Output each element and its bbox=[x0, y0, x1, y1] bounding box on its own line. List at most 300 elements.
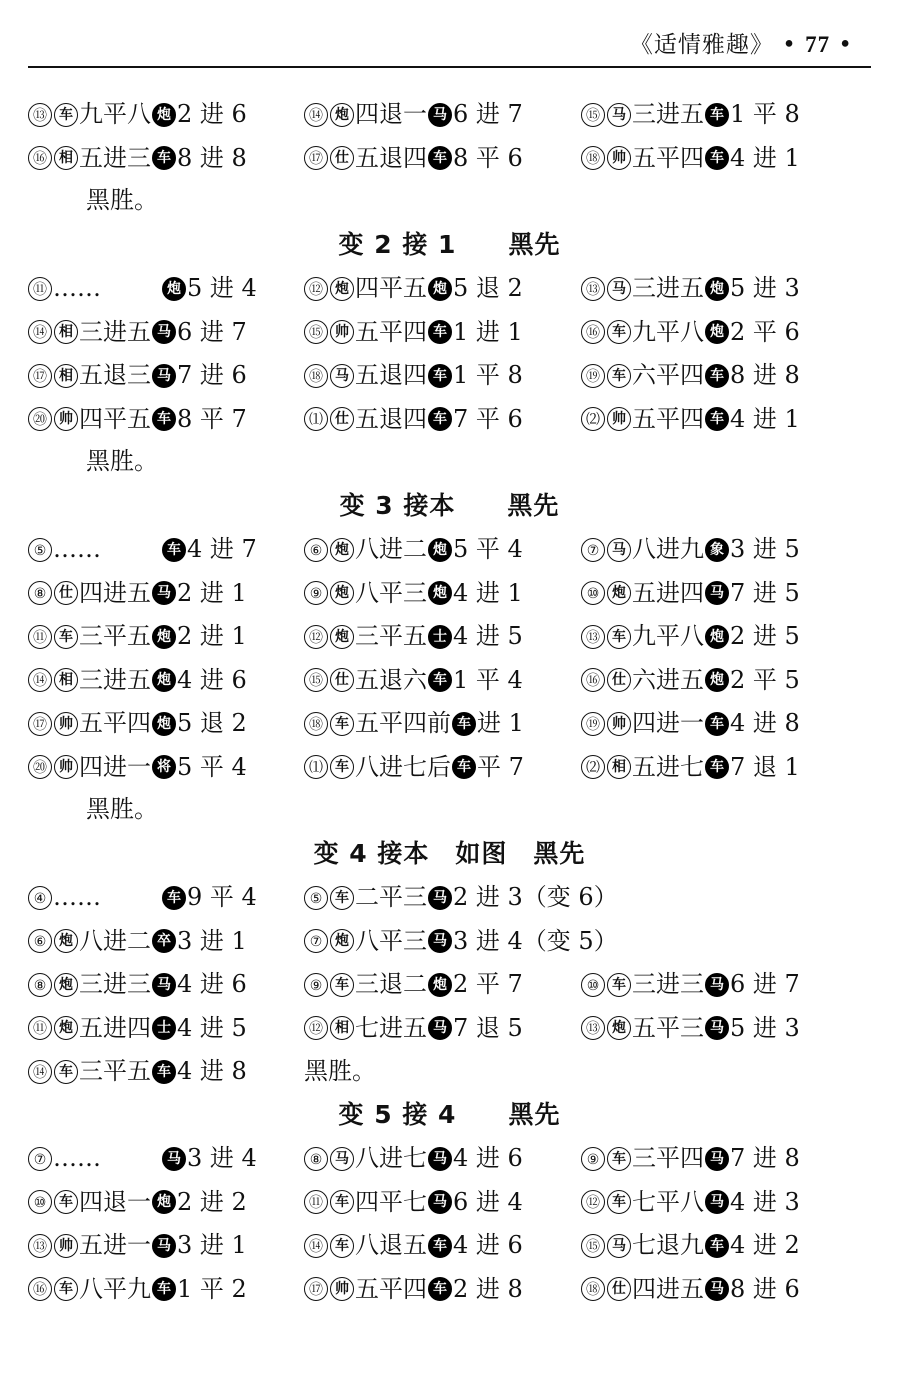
move-cell bbox=[581, 1136, 800, 1180]
black-piece-icon: 车 bbox=[428, 1234, 452, 1258]
move-row bbox=[28, 962, 871, 1006]
move-text: 5 退 2 bbox=[177, 708, 247, 737]
move-cell bbox=[304, 92, 523, 136]
move-text: 五退四 bbox=[355, 360, 427, 389]
move-number-icon: ⑰ bbox=[304, 1277, 328, 1301]
move-text: 4 进 8 bbox=[730, 708, 800, 737]
move-text: 7 进 6 bbox=[177, 360, 247, 389]
move-number-icon: ⑩ bbox=[581, 973, 605, 997]
move-number-icon: ⑫ bbox=[304, 1016, 328, 1040]
move-number-icon: ⑰ bbox=[304, 146, 328, 170]
move-number-icon: ⑱ bbox=[581, 1277, 605, 1301]
move-cell bbox=[581, 1006, 800, 1050]
black-piece-icon: 卒 bbox=[152, 929, 176, 953]
move-number-icon: ⑤ bbox=[304, 886, 328, 910]
red-piece-icon: 马 bbox=[607, 103, 631, 127]
move-text: 1 平 8 bbox=[453, 360, 523, 389]
black-piece-icon: 马 bbox=[428, 1016, 452, 1040]
red-piece-icon: 仕 bbox=[607, 1277, 631, 1301]
black-piece-icon: 士 bbox=[428, 625, 452, 649]
move-cell bbox=[304, 310, 523, 354]
move-text: 4 进 6 bbox=[453, 1143, 523, 1172]
move-row bbox=[28, 1180, 871, 1224]
move-text: 8 进 8 bbox=[730, 360, 800, 389]
move-text: 七平八 bbox=[632, 1187, 704, 1216]
result-text: 黑胜。 bbox=[86, 186, 158, 214]
move-number-icon: ⑯ bbox=[28, 1277, 52, 1301]
move-cell bbox=[304, 614, 523, 658]
move-cell bbox=[581, 353, 800, 397]
move-cell bbox=[304, 919, 618, 963]
move-cell bbox=[28, 1267, 247, 1311]
black-piece-icon: 马 bbox=[705, 1016, 729, 1040]
move-text: 七进五 bbox=[355, 1013, 427, 1042]
move-text: 5 进 4 bbox=[187, 273, 257, 302]
move-text: 三平五 bbox=[79, 1056, 151, 1085]
black-piece-icon: 炮 bbox=[428, 538, 452, 562]
move-text: 三平五 bbox=[79, 621, 151, 650]
move-text: 五进四 bbox=[632, 578, 704, 607]
section-heading bbox=[28, 223, 871, 267]
result-text: 黑胜。 bbox=[304, 1056, 376, 1085]
move-text: 5 进 3 bbox=[730, 273, 800, 302]
move-number-icon: ⑮ bbox=[304, 668, 328, 692]
move-cell bbox=[28, 1223, 247, 1267]
move-cell bbox=[581, 745, 800, 789]
move-text: 四退一 bbox=[355, 99, 427, 128]
bullet-separator: • bbox=[838, 32, 853, 58]
red-piece-icon: 车 bbox=[607, 320, 631, 344]
move-number-icon: ⑱ bbox=[304, 364, 328, 388]
move-text: 八进九 bbox=[632, 534, 704, 563]
red-piece-icon: 马 bbox=[607, 538, 631, 562]
move-cell bbox=[304, 1049, 376, 1093]
move-text: 3 进 1 bbox=[177, 926, 247, 955]
move-text: 五平四前 bbox=[355, 708, 451, 737]
move-text: 八平三 bbox=[355, 578, 427, 607]
move-text: 4 进 1 bbox=[730, 404, 800, 433]
red-piece-icon: 炮 bbox=[54, 929, 78, 953]
move-cell bbox=[581, 397, 800, 441]
move-text: …… bbox=[53, 273, 101, 302]
move-row bbox=[28, 614, 871, 658]
move-text: 1 平 2 bbox=[177, 1274, 247, 1303]
move-row bbox=[28, 527, 871, 571]
black-piece-icon: 车 bbox=[705, 712, 729, 736]
move-cell bbox=[304, 1223, 523, 1267]
move-cell bbox=[581, 1180, 800, 1224]
red-piece-icon: 仕 bbox=[330, 407, 354, 431]
move-cell bbox=[28, 1006, 247, 1050]
move-text: 7 退 1 bbox=[730, 752, 800, 781]
move-text: 五平四 bbox=[355, 317, 427, 346]
black-piece-icon: 车 bbox=[705, 407, 729, 431]
black-piece-icon: 马 bbox=[152, 320, 176, 344]
move-number-icon: ⑦ bbox=[28, 1147, 52, 1171]
black-piece-icon: 马 bbox=[152, 364, 176, 388]
red-piece-icon: 炮 bbox=[330, 538, 354, 562]
red-piece-icon: 车 bbox=[607, 625, 631, 649]
move-number-icon: ⑱ bbox=[304, 712, 328, 736]
move-text: 五平四 bbox=[79, 708, 151, 737]
red-piece-icon: 帅 bbox=[330, 320, 354, 344]
red-piece-icon: 车 bbox=[607, 1190, 631, 1214]
black-piece-icon: 士 bbox=[152, 1016, 176, 1040]
move-number-icon: ⑯ bbox=[28, 146, 52, 170]
black-piece-icon: 车 bbox=[428, 320, 452, 344]
move-cell bbox=[581, 92, 800, 136]
move-cell bbox=[28, 745, 247, 789]
black-piece-icon: 炮 bbox=[152, 1190, 176, 1214]
move-cell bbox=[28, 136, 247, 180]
black-piece-icon: 车 bbox=[162, 886, 186, 910]
move-row bbox=[28, 788, 871, 832]
move-text: 4 进 6 bbox=[453, 1230, 523, 1259]
move-number-icon: ⑨ bbox=[304, 581, 328, 605]
move-cell bbox=[581, 701, 800, 745]
move-cell bbox=[304, 1136, 523, 1180]
move-number-icon: ⑰ bbox=[28, 712, 52, 736]
move-text: 3 进 1 bbox=[177, 1230, 247, 1259]
move-text: 三进三 bbox=[79, 969, 151, 998]
move-text: 2 平 7 bbox=[453, 969, 523, 998]
move-number-icon: ⑬ bbox=[28, 1234, 52, 1258]
black-piece-icon: 车 bbox=[705, 1234, 729, 1258]
move-text: 四平七 bbox=[355, 1187, 427, 1216]
red-piece-icon: 帅 bbox=[54, 712, 78, 736]
move-cell bbox=[28, 614, 247, 658]
move-text: 4 进 5 bbox=[453, 621, 523, 650]
move-text: 五退六 bbox=[355, 665, 427, 694]
black-piece-icon: 车 bbox=[705, 755, 729, 779]
move-text: …… bbox=[53, 534, 101, 563]
move-cell bbox=[28, 701, 247, 745]
black-piece-icon: 将 bbox=[152, 755, 176, 779]
move-text: 五退三 bbox=[79, 360, 151, 389]
red-piece-icon: 车 bbox=[54, 1060, 78, 1084]
red-piece-icon: 马 bbox=[330, 1147, 354, 1171]
move-number-icon: ⑥ bbox=[304, 538, 328, 562]
move-text: 5 平 4 bbox=[177, 752, 247, 781]
move-cell bbox=[304, 571, 523, 615]
result-text: 黑胜。 bbox=[86, 795, 158, 823]
black-piece-icon: 马 bbox=[705, 1190, 729, 1214]
game-record bbox=[28, 92, 871, 1310]
black-piece-icon: 车 bbox=[428, 146, 452, 170]
move-number-icon: ⑦ bbox=[304, 929, 328, 953]
move-text: 5 进 3 bbox=[730, 1013, 800, 1042]
move-number-icon: ⑬ bbox=[581, 1016, 605, 1040]
red-piece-icon: 车 bbox=[330, 712, 354, 736]
move-text: 3 进 4（变 5） bbox=[453, 926, 618, 955]
move-cell bbox=[28, 397, 247, 441]
move-cell bbox=[28, 962, 247, 1006]
black-piece-icon: 车 bbox=[152, 146, 176, 170]
move-cell bbox=[581, 1267, 800, 1311]
move-number-icon: ⑱ bbox=[581, 146, 605, 170]
red-piece-icon: 炮 bbox=[54, 973, 78, 997]
move-text: 三退二 bbox=[355, 969, 427, 998]
black-piece-icon: 车 bbox=[152, 1060, 176, 1084]
move-text: 7 平 6 bbox=[453, 404, 523, 433]
move-cell bbox=[28, 658, 247, 702]
move-text: 三进五 bbox=[79, 317, 151, 346]
red-piece-icon: 仕 bbox=[330, 668, 354, 692]
red-piece-icon: 马 bbox=[607, 1234, 631, 1258]
move-number-icon: ⑵ bbox=[581, 407, 605, 431]
black-piece-icon: 马 bbox=[705, 973, 729, 997]
move-text: 4 进 8 bbox=[177, 1056, 247, 1085]
move-text: 五进一 bbox=[79, 1230, 151, 1259]
red-piece-icon: 车 bbox=[330, 755, 354, 779]
section-heading-text: 变 4 接本 如图 黑先 bbox=[313, 838, 586, 868]
move-row bbox=[28, 1049, 871, 1093]
black-piece-icon: 车 bbox=[452, 755, 476, 779]
move-text: 2 进 8 bbox=[453, 1274, 523, 1303]
move-row bbox=[28, 353, 871, 397]
result-text: 黑胜。 bbox=[86, 447, 158, 475]
move-cell bbox=[304, 353, 523, 397]
move-text: 2 进 2 bbox=[177, 1187, 247, 1216]
move-number-icon: ⑫ bbox=[304, 625, 328, 649]
move-text: 五平四 bbox=[355, 1274, 427, 1303]
black-piece-icon: 马 bbox=[705, 1277, 729, 1301]
move-number-icon: ⑮ bbox=[304, 320, 328, 344]
move-text: 三进五 bbox=[632, 99, 704, 128]
red-piece-icon: 车 bbox=[330, 886, 354, 910]
move-text: 1 平 8 bbox=[730, 99, 800, 128]
red-piece-icon: 车 bbox=[54, 103, 78, 127]
move-text: 四进一 bbox=[632, 708, 704, 737]
section-heading bbox=[28, 1093, 871, 1137]
move-cell bbox=[304, 658, 523, 702]
move-number-icon: ⑪ bbox=[28, 625, 52, 649]
move-text: 九平八 bbox=[632, 621, 704, 650]
move-text: 二平三 bbox=[355, 882, 427, 911]
move-cell bbox=[581, 310, 800, 354]
move-number-icon: ⑴ bbox=[304, 407, 328, 431]
move-cell bbox=[28, 310, 247, 354]
move-number-icon: ⑯ bbox=[581, 668, 605, 692]
move-cell bbox=[304, 1267, 523, 1311]
black-piece-icon: 车 bbox=[152, 407, 176, 431]
move-cell bbox=[28, 875, 257, 919]
red-piece-icon: 马 bbox=[330, 364, 354, 388]
move-text: 2 进 6 bbox=[177, 99, 247, 128]
move-row bbox=[28, 136, 871, 180]
move-cell bbox=[28, 919, 247, 963]
move-number-icon: ⑵ bbox=[581, 755, 605, 779]
move-cell bbox=[581, 1223, 800, 1267]
black-piece-icon: 车 bbox=[162, 538, 186, 562]
red-piece-icon: 炮 bbox=[607, 581, 631, 605]
move-text: 5 平 4 bbox=[453, 534, 523, 563]
red-piece-icon: 相 bbox=[330, 1016, 354, 1040]
black-piece-icon: 炮 bbox=[152, 625, 176, 649]
move-cell bbox=[304, 962, 523, 1006]
move-text: 四退一 bbox=[79, 1187, 151, 1216]
move-cell bbox=[28, 266, 257, 310]
move-text: 6 进 7 bbox=[177, 317, 247, 346]
move-text: 1 进 1 bbox=[453, 317, 523, 346]
move-text: 4 进 7 bbox=[187, 534, 257, 563]
move-text: 8 进 8 bbox=[177, 143, 247, 172]
move-row bbox=[28, 266, 871, 310]
move-row bbox=[28, 397, 871, 441]
move-cell bbox=[304, 1180, 523, 1224]
move-text: 六进五 bbox=[632, 665, 704, 694]
move-number-icon: ⑥ bbox=[28, 929, 52, 953]
move-number-icon: ⑭ bbox=[304, 103, 328, 127]
move-text: 2 进 1 bbox=[177, 621, 247, 650]
move-text: 五平四 bbox=[632, 404, 704, 433]
black-piece-icon: 炮 bbox=[705, 625, 729, 649]
red-piece-icon: 车 bbox=[607, 1147, 631, 1171]
move-number-icon: ⑧ bbox=[28, 581, 52, 605]
move-text: 2 平 6 bbox=[730, 317, 800, 346]
move-text: 五进七 bbox=[632, 752, 704, 781]
move-text: 七退九 bbox=[632, 1230, 704, 1259]
move-number-icon: ⑦ bbox=[581, 538, 605, 562]
black-piece-icon: 象 bbox=[705, 538, 729, 562]
move-number-icon: ⑩ bbox=[28, 1190, 52, 1214]
red-piece-icon: 相 bbox=[54, 668, 78, 692]
move-cell bbox=[581, 614, 800, 658]
red-piece-icon: 帅 bbox=[54, 407, 78, 431]
move-text: 进 1 bbox=[477, 708, 524, 737]
move-row bbox=[28, 919, 871, 963]
move-cell bbox=[28, 1136, 257, 1180]
move-number-icon: ⑫ bbox=[304, 277, 328, 301]
move-text: 四平五 bbox=[79, 404, 151, 433]
move-text: 五进四 bbox=[79, 1013, 151, 1042]
move-row bbox=[28, 701, 871, 745]
move-text: 4 进 5 bbox=[177, 1013, 247, 1042]
move-text: 八退五 bbox=[355, 1230, 427, 1259]
red-piece-icon: 仕 bbox=[607, 668, 631, 692]
move-number-icon: ⑩ bbox=[581, 581, 605, 605]
move-text: 1 平 4 bbox=[453, 665, 523, 694]
red-piece-icon: 帅 bbox=[54, 755, 78, 779]
move-cell bbox=[304, 701, 524, 745]
black-piece-icon: 车 bbox=[428, 364, 452, 388]
move-text: 五平三 bbox=[632, 1013, 704, 1042]
move-text: 九平八 bbox=[79, 99, 151, 128]
move-number-icon: ⑳ bbox=[28, 755, 52, 779]
red-piece-icon: 相 bbox=[54, 320, 78, 344]
move-row bbox=[28, 440, 871, 484]
move-text: 四进五 bbox=[79, 578, 151, 607]
move-text: 4 进 1 bbox=[453, 578, 523, 607]
move-cell bbox=[581, 266, 800, 310]
move-text: 2 进 3（变 6） bbox=[453, 882, 618, 911]
black-piece-icon: 车 bbox=[452, 712, 476, 736]
red-piece-icon: 车 bbox=[607, 364, 631, 388]
move-text: 9 平 4 bbox=[187, 882, 257, 911]
book-title: 《适情雅趣》 bbox=[629, 32, 774, 58]
bullet-separator: • bbox=[782, 32, 806, 58]
black-piece-icon: 车 bbox=[705, 364, 729, 388]
move-text: 7 进 8 bbox=[730, 1143, 800, 1172]
move-text: 4 进 6 bbox=[177, 969, 247, 998]
move-cell bbox=[304, 875, 618, 919]
move-number-icon: ⑮ bbox=[581, 103, 605, 127]
move-text: 3 进 4 bbox=[187, 1143, 257, 1172]
move-number-icon: ⑧ bbox=[28, 973, 52, 997]
move-text: 4 进 6 bbox=[177, 665, 247, 694]
move-number-icon: ⑭ bbox=[304, 1234, 328, 1258]
red-piece-icon: 车 bbox=[330, 973, 354, 997]
move-text: 3 进 5 bbox=[730, 534, 800, 563]
black-piece-icon: 马 bbox=[428, 1190, 452, 1214]
move-text: 五进三 bbox=[79, 143, 151, 172]
move-number-icon: ④ bbox=[28, 886, 52, 910]
black-piece-icon: 炮 bbox=[152, 668, 176, 692]
red-piece-icon: 马 bbox=[607, 277, 631, 301]
move-number-icon: ⑬ bbox=[581, 277, 605, 301]
move-text: 四进五 bbox=[632, 1274, 704, 1303]
move-text: 平 7 bbox=[477, 752, 524, 781]
move-cell bbox=[304, 745, 524, 789]
move-cell bbox=[28, 571, 247, 615]
move-text: …… bbox=[53, 882, 101, 911]
black-piece-icon: 车 bbox=[152, 1277, 176, 1301]
move-text: 八进二 bbox=[355, 534, 427, 563]
move-row bbox=[28, 179, 871, 223]
move-number-icon: ⑭ bbox=[28, 668, 52, 692]
red-piece-icon: 车 bbox=[330, 1234, 354, 1258]
move-cell bbox=[28, 527, 257, 571]
move-number-icon: ⑨ bbox=[581, 1147, 605, 1171]
move-row bbox=[28, 658, 871, 702]
move-text: 八平九 bbox=[79, 1274, 151, 1303]
move-text: …… bbox=[53, 1143, 101, 1172]
black-piece-icon: 马 bbox=[428, 886, 452, 910]
move-text: 三进五 bbox=[79, 665, 151, 694]
move-cell bbox=[304, 397, 523, 441]
move-number-icon: ⑬ bbox=[28, 103, 52, 127]
section-heading bbox=[28, 484, 871, 528]
move-cell bbox=[28, 1049, 247, 1093]
black-piece-icon: 车 bbox=[705, 103, 729, 127]
move-text: 三平五 bbox=[355, 621, 427, 650]
move-cell bbox=[581, 571, 800, 615]
move-row bbox=[28, 1267, 871, 1311]
move-row bbox=[28, 1006, 871, 1050]
black-piece-icon: 马 bbox=[428, 1147, 452, 1171]
red-piece-icon: 帅 bbox=[330, 1277, 354, 1301]
move-text: 八进七 bbox=[355, 1143, 427, 1172]
black-piece-icon: 马 bbox=[705, 581, 729, 605]
red-piece-icon: 车 bbox=[330, 1190, 354, 1214]
page-header bbox=[28, 18, 871, 68]
red-piece-icon: 帅 bbox=[607, 712, 631, 736]
move-text: 三进五 bbox=[632, 273, 704, 302]
move-text: 8 平 7 bbox=[177, 404, 247, 433]
move-text: 三平四 bbox=[632, 1143, 704, 1172]
red-piece-icon: 仕 bbox=[330, 146, 354, 170]
move-number-icon: ⑮ bbox=[581, 1234, 605, 1258]
move-row bbox=[28, 875, 871, 919]
black-piece-icon: 马 bbox=[152, 1234, 176, 1258]
move-text: 4 进 3 bbox=[730, 1187, 800, 1216]
move-text: 2 进 1 bbox=[177, 578, 247, 607]
red-piece-icon: 炮 bbox=[54, 1016, 78, 1040]
red-piece-icon: 仕 bbox=[54, 581, 78, 605]
red-piece-icon: 相 bbox=[607, 755, 631, 779]
move-text: 九平八 bbox=[632, 317, 704, 346]
move-number-icon: ⑨ bbox=[304, 973, 328, 997]
